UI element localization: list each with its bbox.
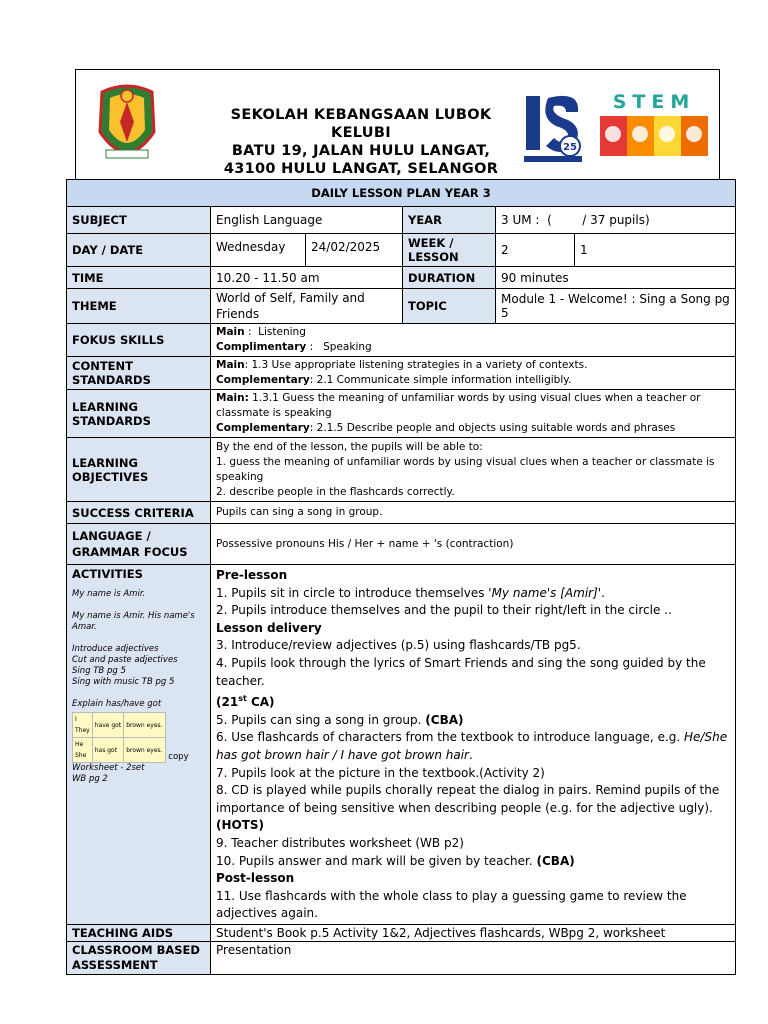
activity-9: 9. Teacher distributes worksheet (WB p2) [216,835,464,850]
lesson-plan-table [66,179,736,975]
learning-main-label: Main: [216,392,249,404]
school-crest-logo [96,82,158,168]
activity-2: 2. Pupils introduce themselves and the pupil to their right/left in the circle .. [216,603,672,618]
aids-row [67,924,736,941]
theme-label: THEME [67,289,211,324]
activities-label: ACTIVITIES [72,567,143,581]
day-label: DAY / DATE [67,234,211,267]
pre-lesson-heading: Pre-lesson [216,568,288,582]
school-line-2: KELUBI [331,125,391,141]
year-label: YEAR [403,207,496,234]
content-comp: : 2.1 Communicate simple information intelligibly. [309,374,572,386]
time-label: TIME [67,267,211,289]
school-line-1: SEKOLAH KEBANGSAAN LUBOK [230,107,492,123]
success-value: Pupils can sing a song in group. [211,502,736,524]
mini-hasgot: has got [92,738,123,763]
aids-label: TEACHING AIDS [67,924,211,941]
theme-value: World of Self, Family and Friends [211,289,403,324]
note-6: Sing TB pg 5 [72,666,126,676]
mini-he: He [75,741,84,748]
title-row [67,180,736,207]
subject-row [67,207,736,234]
mini-she: She [75,752,87,759]
grammar-value: Possessive pronouns His / Her + name + 's (contraction) [211,524,736,565]
learning-comp: : 2.1.5 Describe people and objects using suitable words and phrases [309,422,676,434]
fokus-main-label: Main [216,326,245,338]
stem-title: STEM [612,91,696,113]
activity-7: 7. Pupils look at the picture in the textbook.(Activity 2) [216,765,545,780]
lesson-delivery-heading: Lesson delivery [216,620,322,635]
content-comp-label: Complementary [216,374,310,386]
school-line-3: BATU 19, JALAN HULU LANGAT, [231,143,491,159]
note-10: WB pg 2 [72,774,108,784]
teacher-notes [72,589,205,785]
date-value: 24/02/2025 [306,234,403,267]
is25-logo [518,88,588,168]
cba-row [67,941,736,974]
activity-8: 8. CD is played while pupils chorally repeat the dialog in pairs. Remind pupils of the importance of being sensitive when describing people (e.g. for the adjective ugly). (HOTS) [216,783,720,833]
activity-4: 4. Pupils look through the lyrics of Smart Friends and sing the song guided by the teacher. (21st CA) [216,655,706,710]
content-row [67,357,736,390]
cba-value: Presentation [211,941,736,974]
note-7: Sing with music TB pg 5 [72,677,175,687]
school-line-4: 43100 HULU LANGAT, SELANGOR [223,161,499,177]
school-header [75,69,720,181]
mini-they: They [75,727,90,734]
week-value: 2 [496,234,575,267]
day-row [67,234,736,267]
aids-value: Student's Book p.5 Activity 1&2, Adjectives flashcards, WBpg 2, worksheet [211,924,736,941]
fokus-label: FOKUS SKILLS [67,324,211,357]
objective-2: 2. describe people in the flashcards correctly. [216,485,455,498]
time-row [67,267,736,289]
note-copy: copy [168,752,189,762]
day-value: Wednesday [211,234,306,267]
learning-value [211,390,736,438]
content-label: CONTENT STANDARDS [67,357,211,390]
activities-content [211,565,736,925]
plan-title: DAILY LESSON PLAN YEAR 3 [67,180,736,207]
cba-label: CLASSROOM BASED ASSESSMENT [67,941,211,974]
objectives-intro: By the end of the lesson, the pupils will be able to: [216,440,483,453]
year-value: 3 UM : ( / 37 pupils) [496,207,736,234]
success-label: SUCCESS CRITERIA [67,502,211,524]
activity-1: 1. Pupils sit in circle to introduce themselves 'My name's [Amir]'. [216,585,605,600]
fokus-comp-label: Complimentary [216,341,307,353]
mini-brown2: brown eyes. [124,738,165,763]
activity-6: 6. Use flashcards of characters from the textbook to introduce language, e.g. He/She has got brown hair / I have got brown hair. [216,730,728,762]
note-4: Introduce adjectives [72,644,159,654]
lesson-value: 1 [575,234,736,267]
post-lesson-heading: Post-lesson [216,871,295,886]
note-1: My name is Amir. [72,589,146,599]
note-9: Worksheet - 2set [72,763,145,773]
week-label: WEEK / LESSON [403,234,496,267]
time-value: 10.20 - 11.50 am [211,267,403,289]
theme-row [67,289,736,324]
objective-1: 1. guess the meaning of unfamiliar words by using visual clues when a teacher or classmate is speaking [216,455,715,483]
duration-value: 90 minutes [496,267,736,289]
activity-10: 10. Pupils answer and mark will be given by teacher. (CBA) [216,853,575,868]
objectives-row [67,438,736,502]
grammar-mini-table [72,712,166,763]
success-row [67,502,736,524]
note-3: Amar. [72,622,97,632]
note-8: Explain has/have got [72,699,162,709]
objectives-value [211,438,736,502]
grammar-row [67,524,736,565]
topic-label: TOPIC [403,289,496,324]
fokus-comp: : Speaking [306,341,372,353]
mini-brown1: brown eyes. [124,713,165,738]
activities-row [67,565,736,925]
learning-main: 1.3.1 Guess the meaning of unfamiliar words by using visual clues when a teacher or classmate is speaking [216,392,701,419]
fokus-row [67,324,736,357]
content-main-label: Main [216,359,245,371]
activity-11: 11. Use flashcards with the whole class to play a guessing game to review the adjectives again. [216,888,687,921]
duration-label: DURATION [403,267,496,289]
activity-3: 3. Introduce/review adjectives (p.5) using flashcards/TB pg5. [216,638,581,653]
objectives-label: LEARNING OBJECTIVES [67,438,211,502]
grammar-label: LANGUAGE / GRAMMAR FOCUS [67,524,211,565]
subject-value: English Language [211,207,403,234]
stem-logo [598,90,710,160]
activity-5: 5. Pupils can sing a song in group. (CBA) [216,712,464,727]
subject-label: SUBJECT [67,207,211,234]
is25-number: 25 [563,142,577,153]
content-value [211,357,736,390]
learning-label: LEARNING STANDARDS [67,390,211,438]
learning-row [67,390,736,438]
grammar-mini-table-wrap [72,712,205,763]
note-5: Cut and paste adjectives [72,655,178,665]
mini-havegot: have got [92,713,123,738]
learning-comp-label: Complementary [216,422,310,434]
fokus-value [211,324,736,357]
school-name [216,106,506,178]
note-2: My name is Amir. His name's [72,611,195,621]
activities-cell [67,565,211,925]
content-main: : 1.3 Use appropriate listening strategies in a variety of contexts. [244,359,588,371]
topic-value: Module 1 - Welcome! : Sing a Song pg 5 [496,289,736,324]
mini-i: I [75,716,77,723]
fokus-main: : Listening [244,326,306,338]
